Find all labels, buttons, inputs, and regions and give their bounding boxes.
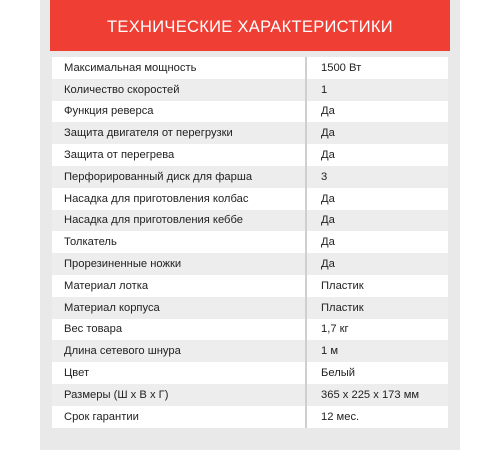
spec-label: Размеры (Ш х В х Г) <box>52 384 307 406</box>
spec-value: 3 <box>321 170 328 183</box>
spec-value: 1500 Вт <box>321 61 362 74</box>
spec-label: Количество скоростей <box>52 79 307 101</box>
table-row <box>52 340 448 362</box>
table-row <box>52 384 448 406</box>
table-row <box>52 362 448 384</box>
table-row <box>52 297 448 319</box>
table-row <box>52 57 448 79</box>
table-row <box>52 406 448 428</box>
spec-label: Защита от перегрева <box>52 144 307 166</box>
table-row <box>52 101 448 123</box>
spec-value: Да <box>321 214 335 227</box>
spec-label: Прорезиненные ножки <box>52 253 307 275</box>
spec-label: Перфорированный диск для фарша <box>52 166 307 188</box>
spec-label: Цвет <box>52 362 307 384</box>
spec-label: Функция реверса <box>52 101 307 123</box>
spec-label: Максимальная мощность <box>52 57 307 79</box>
spec-value: Да <box>321 258 335 271</box>
spec-label: Толкатель <box>52 231 307 253</box>
spec-value: Да <box>321 149 335 162</box>
spec-label: Вес товара <box>52 319 307 341</box>
spec-label: Материал лотка <box>52 275 307 297</box>
specs-panel <box>40 0 460 450</box>
spec-value: 365 х 225 х 173 мм <box>321 388 420 401</box>
table-row <box>52 231 448 253</box>
table-row <box>52 144 448 166</box>
table-row <box>52 319 448 341</box>
spec-value: Да <box>321 236 335 249</box>
spec-value: Да <box>321 192 335 205</box>
table-row <box>52 122 448 144</box>
spec-label: Насадка для приготовления кеббе <box>52 210 307 232</box>
table-row <box>52 253 448 275</box>
spec-value: Пластик <box>321 279 364 292</box>
spec-label: Насадка для приготовления колбас <box>52 188 307 210</box>
specs-header: ТЕХНИЧЕСКИЕ ХАРАКТЕРИСТИКИ <box>50 0 450 51</box>
table-row <box>52 188 448 210</box>
specs-table <box>52 57 448 428</box>
spec-value: 1,7 кг <box>321 323 349 336</box>
spec-value: 1 м <box>321 345 339 358</box>
spec-value: Пластик <box>321 301 364 314</box>
spec-value: 1 <box>321 83 328 96</box>
table-row <box>52 210 448 232</box>
spec-label: Защита двигателя от перегрузки <box>52 122 307 144</box>
spec-label: Длина сетевого шнура <box>52 340 307 362</box>
spec-label: Материал корпуса <box>52 297 307 319</box>
spec-value: Да <box>321 105 335 118</box>
table-row <box>52 166 448 188</box>
spec-value: Да <box>321 127 335 140</box>
spec-value: 12 мес. <box>321 410 360 423</box>
spec-label: Срок гарантии <box>52 406 307 428</box>
table-row <box>52 79 448 101</box>
spec-value: Белый <box>321 367 356 380</box>
table-row <box>52 275 448 297</box>
